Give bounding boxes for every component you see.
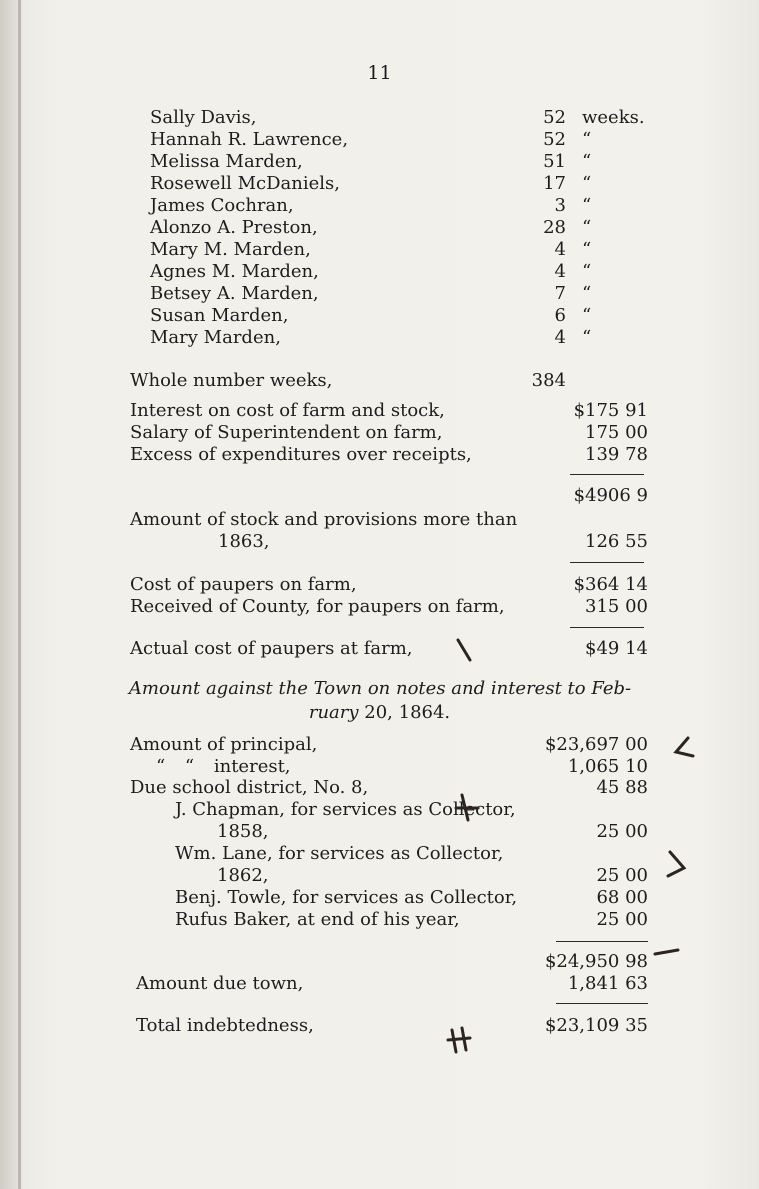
county-received-label: Received of County, for paupers on farm, (130, 596, 505, 617)
farm-cost-label: Excess of expenditures over receipts, (130, 444, 472, 465)
farm-cost-label: Salary of Superintendent on farm, (130, 422, 443, 443)
heading-month: ruary (308, 702, 359, 723)
pauper-weeks: 17 (543, 173, 566, 194)
pauper-unit: “ (582, 151, 592, 172)
farm-cost-amount: 175 00 (585, 422, 648, 443)
principal-label: Amount of principal, (130, 734, 318, 755)
school-amount: 45 88 (596, 777, 648, 798)
pauper-unit: “ (582, 327, 592, 348)
principal-amount: $23,697 00 (544, 734, 648, 755)
pauper-unit: “ (582, 217, 592, 238)
chapman-label: J. Chapman, for services as Collector, (175, 799, 516, 820)
section-heading: Amount against the Town on notes and interest to Feb- (128, 678, 632, 699)
interest-amount: 1,065 10 (567, 756, 648, 777)
due-town-label: Amount due town, (136, 973, 304, 994)
school-label: Due school district, No. 8, (130, 777, 369, 798)
pauper-weeks: 7 (554, 283, 566, 304)
paupers-cost-amount: $364 14 (573, 574, 648, 595)
pauper-name: Sally Davis, (150, 107, 257, 128)
pauper-name: Rosewell McDaniels, (150, 173, 340, 194)
pauper-weeks: 3 (554, 195, 566, 216)
heading-date: 20, 1864. (358, 702, 451, 723)
county-received-amount: 315 00 (585, 596, 648, 617)
stock-amount: 126 55 (585, 531, 648, 552)
page-number: 11 (367, 62, 392, 84)
ink-tick-mark (458, 640, 470, 660)
lane-label: Wm. Lane, for services as Collector, (175, 843, 504, 864)
lane-amount: 25 00 (596, 865, 648, 886)
ink-check-mark (676, 738, 693, 756)
pauper-name: Mary M. Marden, (150, 239, 311, 260)
stock-label: Amount of stock and provisions more than (130, 509, 518, 530)
pauper-name: Betsey A. Marden, (150, 283, 319, 304)
pauper-name: Melissa Marden, (150, 151, 303, 172)
pauper-unit: “ (582, 283, 592, 304)
pauper-name: Alonzo A. Preston, (150, 217, 318, 238)
farm-cost-label: Interest on cost of farm and stock, (130, 400, 445, 421)
pauper-unit: “ (582, 173, 592, 194)
whole-weeks-value: 384 (531, 370, 566, 391)
ink-check-mark (668, 852, 684, 876)
towle-amount: 68 00 (596, 887, 648, 908)
pauper-weeks: 6 (554, 305, 566, 326)
total-label: Total indebtedness, (136, 1015, 314, 1036)
paupers-cost-label: Cost of paupers on farm, (130, 574, 357, 595)
interest-label: “ “ interest, (156, 756, 291, 777)
actual-cost-amount: $49 14 (585, 638, 648, 659)
pauper-name: James Cochran, (150, 195, 294, 216)
ink-dash-mark (655, 950, 678, 954)
pauper-unit: “ (582, 239, 592, 260)
stock-year: 1863, (218, 531, 270, 552)
pauper-name: Hannah R. Lawrence, (150, 129, 349, 150)
pauper-weeks: 4 (554, 261, 566, 282)
total-amount: $23,109 35 (544, 1015, 648, 1036)
pauper-name: Agnes M. Marden, (150, 261, 319, 282)
towle-label: Benj. Towle, for services as Collector, (175, 887, 518, 908)
pauper-unit: “ (582, 195, 592, 216)
pauper-unit: “ (582, 261, 592, 282)
chapman-amount: 25 00 (596, 821, 648, 842)
farm-cost-amount: 139 78 (585, 444, 648, 465)
pauper-unit: “ (582, 129, 592, 150)
ink-cross-mark (456, 795, 478, 820)
debts-total: $24,950 98 (544, 951, 648, 972)
pauper-weeks: 4 (554, 327, 566, 348)
due-town-amount: 1,841 63 (567, 973, 648, 994)
lane-year: 1862, (217, 865, 269, 886)
ink-scribble-mark (448, 1028, 470, 1052)
pauper-weeks: 4 (554, 239, 566, 260)
whole-weeks-label: Whole number weeks, (130, 370, 333, 391)
farm-total: $4906 9 (573, 485, 648, 506)
pauper-unit: weeks. (582, 107, 645, 128)
chapman-year: 1858, (217, 821, 269, 842)
pauper-weeks: 52 (543, 129, 566, 150)
actual-cost-label: Actual cost of paupers at farm, (130, 638, 413, 659)
pauper-unit: “ (582, 305, 592, 326)
baker-label: Rufus Baker, at end of his year, (175, 909, 460, 930)
farm-cost-amount: $175 91 (573, 400, 648, 421)
baker-amount: 25 00 (596, 909, 648, 930)
pauper-weeks: 28 (543, 217, 566, 238)
pauper-weeks: 51 (543, 151, 566, 172)
pauper-name: Mary Marden, (150, 327, 281, 348)
pauper-name: Susan Marden, (150, 305, 289, 326)
pauper-weeks: 52 (543, 107, 566, 128)
